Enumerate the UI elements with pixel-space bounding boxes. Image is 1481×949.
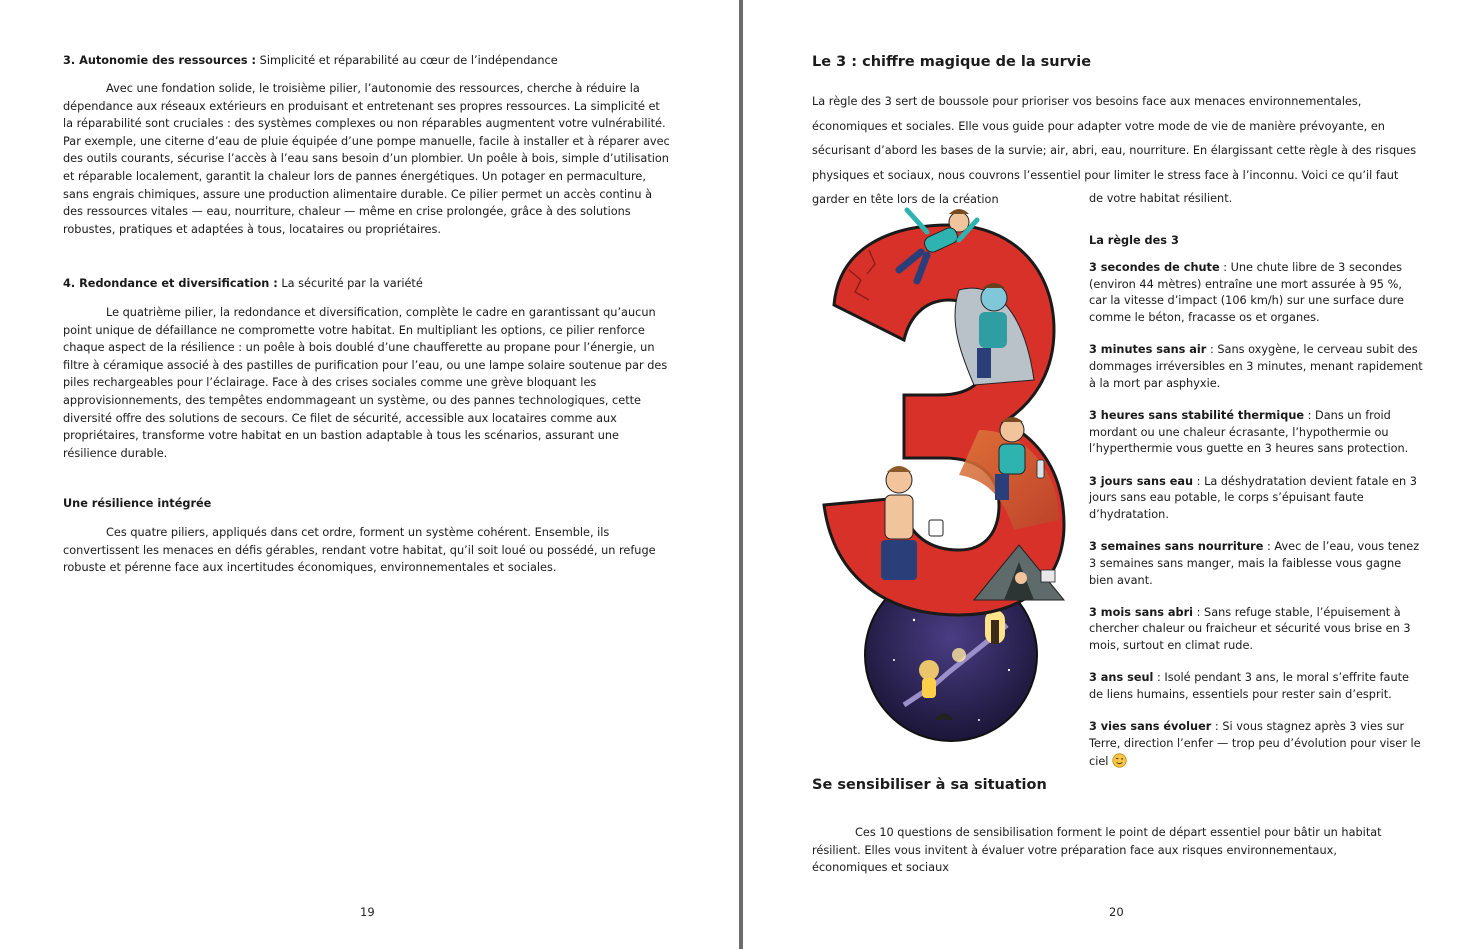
page-title: Le 3 : chiffre magique de la survie <box>812 54 1092 70</box>
rule-item: 3 jours sans eau : La déshydratation devient fatale en 3 jours sans eau potable, le corps s’épuisant faute d’hydratation. <box>1089 474 1417 521</box>
rule-item: 3 ans seul : Isolé pendant 3 ans, le moral s’effrite faute de liens humains, essentiels pour rester sain d’esprit. <box>1089 671 1409 702</box>
page-number: 20 <box>1109 905 1124 919</box>
rule-of-three-illustration <box>809 200 1079 745</box>
intro-paragraph: La règle des 3 sert de boussole pour prioriser vos besoins face aux menaces environnementales, économiques et sociales. Elle vous guide pour adapter votre mode de vie de manière prévoyante, en sécurisant d’abord les bases de la survie; air, abri, eau, nourriture. En élargissant cette règle à des risques physiques et sociaux, nous couvrons l’essentiel pour limiter le stress face à l’inconnu. Voici ce qu’il faut garder en tête lors de la création <box>812 95 1417 207</box>
section3-heading: 3. Autonomie des ressources : Simplicité et réparabilité au cœur de l’indépendance <box>63 54 558 67</box>
rule-item: 3 semaines sans nourriture : Avec de l’eau, vous tenez 3 semaines sans manger, mais la faiblesse vous gagne bien avant. <box>1089 540 1420 587</box>
section5-heading: Une résilience intégrée <box>63 497 212 510</box>
section-subtitle: Se sensibiliser à sa situation <box>812 777 1047 793</box>
section3-paragraph: Avec une fondation solide, le troisième pilier, l’autonomie des ressources, cherche à réduire la dépendance aux réseaux extérieurs en produisant et entretenant ses propres ressources. La simplicité et la réparabilité sont cruciales : des systèmes complexes ou non réparables augmentent votre vulnérabilité. Par exemple, une citerne d’eau de pluie équipée d’une pompe manuelle, facile à installer et à réparer avec des outils courants, sécurise l’accès à l’eau sans besoin d’un plombier. Un poêle à bois, simple d’utilisation et réparable localement, garantit la chaleur lors de pannes énergétiques. Un potager en permaculture, sans engrais chimiques, assure une production alimentaire durable. Ce pilier permet un accès continu à des ressources vitales — eau, nourriture, chaleur — même en crise prolongée, grâce à des solutions robustes, pratiques et adaptées à tous, locataires ou propriétaires. <box>63 82 670 236</box>
section4-heading: 4. Redondance et diversification : La sécurité par la variété <box>63 277 423 290</box>
page-number: 19 <box>360 905 375 919</box>
intro-paragraph-end: de votre habitat résilient. <box>1089 192 1233 205</box>
section4-paragraph: Le quatrième pilier, la redondance et diversification, complète le cadre en garantissant qu’aucun point unique de défaillance ne compromette votre habitat. En multipliant les options, ce pilier renforce chaque aspect de la résilience : un poêle à bois doublé d’une chaufferette au propane pour l’énergie, un filtre à céramique associé à des pastilles de purification pour l’eau, ou une lampe solaire soutenue par des piles rechargeables pour l’éclairage. Face à des crises sociales comme une grève bloquant les approvisionnements, des tempêtes endommageant un système, ou des pannes technologiques, cette diversité offre des solutions de secours. Ce filet de sécurité, accessible aux locataires comme aux propriétaires, transforme votre habitat en un bastion adaptable à tous les scénarios, assurant une résilience durable. <box>63 306 668 460</box>
rule-item: 3 vies sans évoluer : Si vous stagnez après 3 vies sur Terre, direction l’enfer — trop peu d’évolution pour viser le ciel <box>1089 720 1421 768</box>
closing-paragraph: Ces 10 questions de sensibilisation forment le point de départ essentiel pour bâtir un habitat résilient. Elles vous invitent à évaluer votre préparation face aux risques environnementaux, économiques et sociaux <box>812 826 1382 875</box>
rules-list <box>1089 260 1423 786</box>
page-19 <box>0 0 739 949</box>
rule-item: 3 mois sans abri : Sans refuge stable, l’épuisement à chercher chaleur ou fraicheur et sécurité vous brise en 3 mois, surtout en climat rude. <box>1089 605 1411 653</box>
winking-face-icon <box>1112 753 1127 768</box>
rule-item: 3 minutes sans air : Sans oxygène, le cerveau subit des dommages irréversibles en 3 minutes, menant rapidement à la mort par asphyxie. <box>1089 343 1423 390</box>
section5-paragraph: Ces quatre piliers, appliqués dans cet ordre, forment un système cohérent. Ensemble, ils convertissent les menaces en défis gérables, rendant votre habitat, qu’il soit loué ou possédé, un refuge robuste et pérenne face aux incertitudes économiques, environnementales et sociales. <box>63 526 656 575</box>
rules-heading: La règle des 3 <box>1089 234 1179 247</box>
rule-item: 3 secondes de chute : Une chute libre de 3 secondes (environ 44 mètres) entraîne une mort assurée à 95 %, car la vitesse d’impact (106 km/h) sur une surface dure comme le béton, fracasse os et organes. <box>1089 261 1404 325</box>
page-20 <box>743 0 1481 949</box>
rule-item: 3 heures sans stabilité thermique : Dans un froid mordant ou une chaleur écrasante, l’hypothermie ou l’hyperthermie vous guette en 3 heures sans protection. <box>1089 408 1409 456</box>
